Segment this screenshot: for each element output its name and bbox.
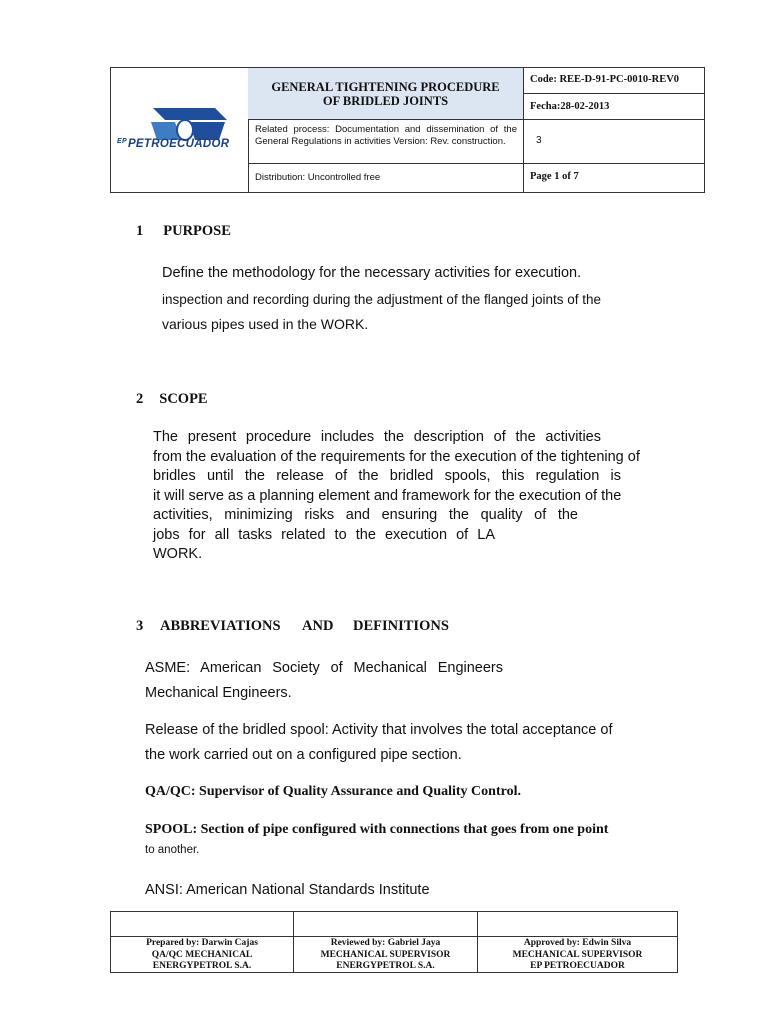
- definition-line: ASME: American Society of Mechanical Engineers: [145, 660, 503, 676]
- section-3-heading: [136, 618, 454, 635]
- section-title-word: DEFINITIONS: [353, 618, 449, 634]
- definition-qaqc: QA/QC: Supervisor of Quality Assurance and Quality Control.: [145, 784, 521, 799]
- reviewed-by-cell: [294, 912, 478, 972]
- title-line-1: GENERAL TIGHTENING PROCEDURE: [271, 80, 500, 94]
- scope-line: The present procedure includes the description of the activities: [153, 429, 601, 445]
- petroecuador-logo: [115, 100, 245, 160]
- approved-by-cell: [478, 912, 677, 972]
- definition-ansi: ANSI: American National Standards Institute: [145, 882, 430, 898]
- section-number: 2: [136, 391, 144, 407]
- section-number: 1: [136, 223, 144, 239]
- reviewed-name: Reviewed by: Gabriel Jaya: [330, 938, 441, 948]
- definition-line: Mechanical Engineers.: [145, 685, 292, 701]
- related-process: Related process: Documentation and dissemination of the General Regulations in activities Version: Rev. construction.: [248, 120, 524, 164]
- approved-by: [478, 937, 677, 973]
- purpose-text: [162, 261, 664, 338]
- reviewed-by: [294, 937, 477, 973]
- scope-line: WORK.: [153, 546, 203, 562]
- prepared-by-cell: [111, 912, 294, 972]
- scope-line: from the evaluation of the requirements for the execution of the tightening of: [153, 448, 640, 465]
- definition-spool: [145, 819, 665, 859]
- section-2-heading: [136, 391, 208, 408]
- section-title-word: AND: [302, 618, 334, 634]
- definition-release: [145, 718, 665, 768]
- document-title-cell: [248, 68, 524, 120]
- signature-area: [478, 912, 677, 937]
- section-1-heading: [136, 223, 231, 240]
- prepared-role: QA/QC MECHANICAL: [151, 949, 253, 960]
- purpose-line: inspection and recording during the adjustment of the flanged joints of the: [162, 291, 602, 307]
- section-title-word: ABBREVIATIONS: [160, 618, 281, 634]
- prepared-name: Prepared by: Darwin Cajas: [146, 938, 258, 948]
- version-number: 3: [524, 120, 704, 164]
- definition-line: to another.: [145, 844, 200, 856]
- prepared-company: ENERGYPETROL S.A.: [152, 961, 252, 971]
- reviewed-role: MECHANICAL SUPERVISOR: [320, 949, 451, 960]
- scope-line: activities, minimizing risks and ensuring the quality of the: [153, 507, 578, 523]
- distribution: Distribution: Uncontrolled free: [248, 164, 524, 192]
- scope-line: jobs for all tasks related to the execution of LA: [153, 526, 495, 543]
- section-title: PURPOSE: [163, 223, 231, 239]
- definition-line: Release of the bridled spool: Activity that involves the total acceptance of: [145, 722, 613, 738]
- definition-line: SPOOL: Section of pipe configured with connections that goes from one point: [145, 822, 609, 837]
- document-title: [248, 68, 523, 108]
- document-code: Code: REE-D-91-PC-0010-REV0: [524, 68, 704, 94]
- scope-line: bridles until the release of the bridled spools, this regulation is: [153, 468, 621, 484]
- definition-asme: [145, 656, 665, 706]
- logo-name: PETROECUADOR: [127, 138, 230, 150]
- prepared-by: [111, 937, 293, 973]
- approved-company: EP PETROECUADOR: [530, 961, 625, 971]
- approved-role: MECHANICAL SUPERVISOR: [512, 949, 643, 960]
- title-line-2: OF BRIDLED JOINTS: [322, 94, 449, 108]
- definition-line: the work carried out on a configured pipe section.: [145, 747, 462, 763]
- page-number: Page 1 of 7: [530, 171, 579, 182]
- logo-prefix: EP: [117, 138, 127, 145]
- document-header: [110, 67, 705, 193]
- signature-area: [111, 912, 293, 937]
- scope-line: it will serve as a planning element and framework for the execution of the: [153, 487, 622, 504]
- signature-area: [294, 912, 477, 937]
- reviewed-company: ENERGYPETROL S.A.: [336, 961, 435, 971]
- section-number: 3: [136, 618, 144, 634]
- scope-text: [153, 428, 658, 565]
- approved-name: Approved by: Edwin Silva: [523, 938, 632, 948]
- logo-cell: [111, 68, 249, 192]
- purpose-line: various pipes used in the WORK.: [162, 316, 369, 332]
- purpose-line: Define the methodology for the necessary activities for execution.: [162, 265, 582, 281]
- document-date: Fecha:28-02-2013: [524, 94, 704, 120]
- approval-footer: [110, 911, 678, 973]
- section-title: SCOPE: [159, 391, 208, 407]
- logo-wordmark: [117, 138, 229, 150]
